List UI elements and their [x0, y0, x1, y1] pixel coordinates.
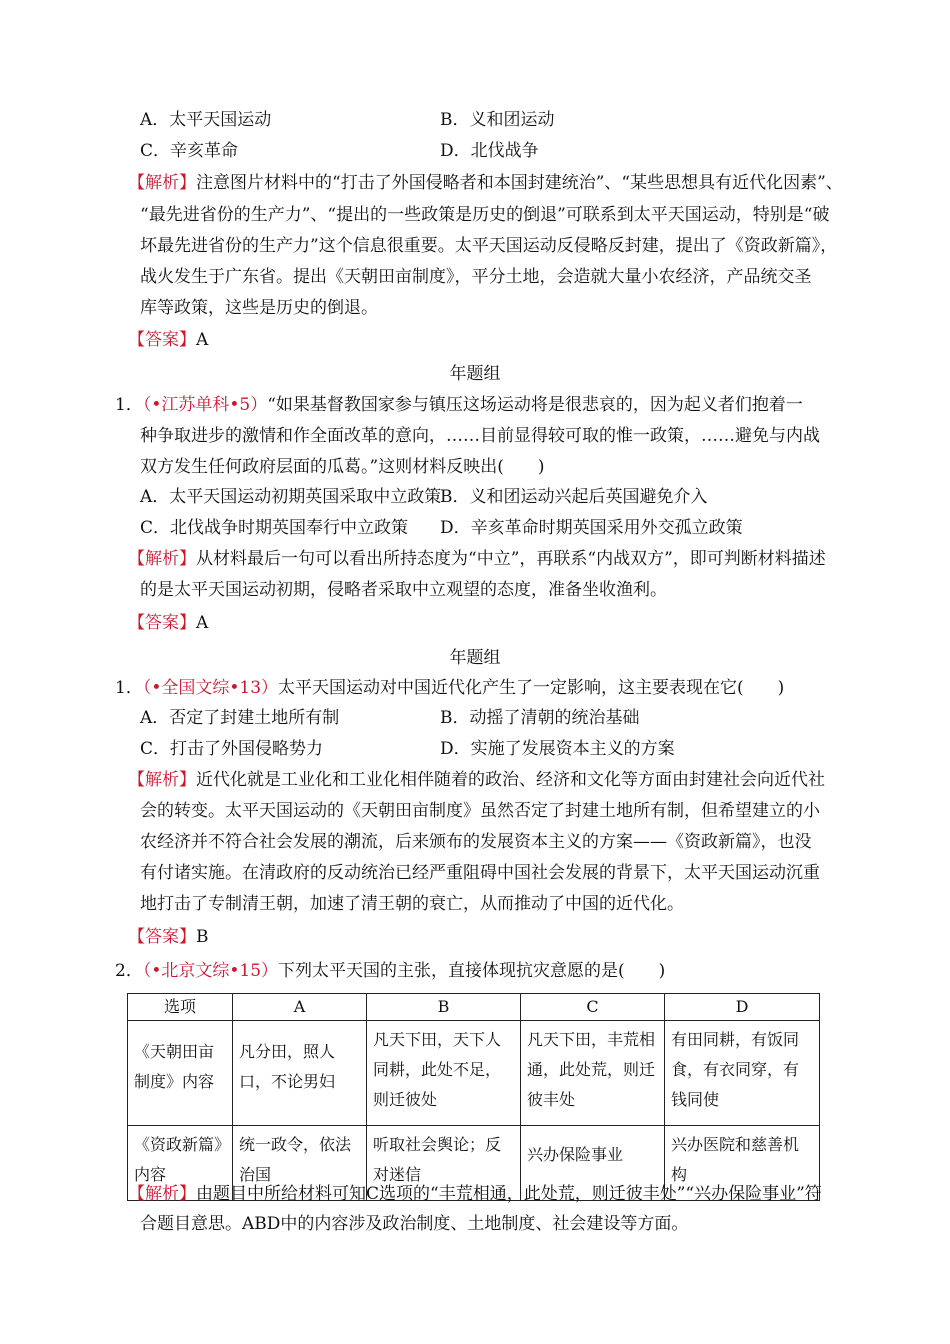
table-cell: 《天朝田亩制度》内容	[128, 1021, 233, 1126]
table-cell: 兴办保险事业	[521, 1126, 665, 1201]
analysis-text: 从材料最后一句可以看出所持态度为“中立”，再联系“内战双方”，即可判断材料描述	[196, 549, 826, 569]
answer-value: A	[196, 330, 209, 350]
analysis-line: 有付诸实施。在清政府的反动统治已经严重阻碍中国社会发展的背景下，太平天国运动沉重	[140, 863, 820, 883]
answer-tag: 【答案】	[128, 613, 196, 633]
option-b: B．义和团运动	[440, 110, 555, 130]
analysis-tag: 【解析】	[128, 549, 196, 569]
analysis-line	[128, 1182, 822, 1206]
question-number: 2．	[115, 961, 143, 981]
analysis-line: 农经济并不符合社会发展的潮流，后来颁布的发展资本主义的方案——《资政新篇》，也没	[140, 832, 812, 852]
question-stem	[115, 676, 784, 700]
analysis-line: 的是太平天国运动初期，侵略者采取中立观望的态度，准备坐收渔利。	[140, 580, 667, 600]
group-heading: 年题组	[449, 364, 501, 384]
option-d: D．辛亥革命时期英国采用外交孤立政策	[440, 518, 743, 538]
option-b: B．义和团运动兴起后英国避免介入	[440, 487, 708, 507]
option-d: D．实施了发展资本主义的方案	[440, 739, 675, 759]
stem-text: 下列太平天国的主张，直接体现抗灾意愿的是( )	[278, 961, 666, 981]
table-header-row	[128, 994, 820, 1021]
table-cell: 统一政令，依法治国	[233, 1126, 367, 1201]
stem-line: 双方发生任何政府层面的瓜葛。”这则材料反映出( )	[140, 457, 545, 477]
table-header: C	[521, 994, 665, 1021]
answer-tag: 【答案】	[128, 330, 196, 350]
analysis-tag: 【解析】	[128, 770, 196, 790]
table-header: 选项	[128, 994, 233, 1021]
option-b: B．动摇了清朝的统治基础	[440, 708, 640, 728]
group-heading: 年题组	[449, 648, 501, 668]
analysis-text: 注意图片材料中的“打击了外国侵略者和本国封建统治”、“某些思想具有近代化因素”、	[196, 173, 843, 193]
table-cell: 凡天下田，丰荒相通，此处荒，则迁彼丰处	[521, 1021, 665, 1126]
analysis-line: 合题目意思。ABD中的内容涉及政治制度、土地制度、社会建设等方面。	[140, 1214, 689, 1234]
table-header: D	[665, 994, 820, 1021]
table-cell: 听取社会舆论；反对迷信	[367, 1126, 521, 1201]
question-stem	[115, 393, 803, 417]
table-row	[128, 1021, 820, 1126]
stem-line: 种争取进步的激情和作全面改革的意向，……目前显得较可取的惟一政策，……避免与内战	[140, 426, 820, 446]
analysis-line: 库等政策，这些是历史的倒退。	[140, 298, 378, 318]
analysis-line: “最先进省份的生产力”、“提出的一些政策是历史的倒退”可联系到太平天国运动，特别是“破	[140, 205, 830, 225]
analysis-line: 战火发生于广东省。提出《天朝田亩制度》，平分土地，会造就大量小农经济，产品统交圣	[140, 267, 812, 287]
option-c: C．北伐战争时期英国奉行中立政策	[140, 518, 409, 538]
analysis-text: 由题目中所给材料可知C选项的“丰荒相通，此处荒，则迁彼丰处”“兴办保险事业”符	[196, 1184, 822, 1204]
question-source: （•全国文综•13）	[142, 678, 279, 698]
stem-text: “如果基督教国家参与镇压这场运动将是很悲哀的，因为起义者们抱着一	[267, 395, 803, 415]
table-cell: 有田同耕，有饭同食，有衣同穿，有钱同使	[665, 1021, 820, 1126]
option-a: A．太平天国运动初期英国采取中立政策	[140, 487, 442, 507]
table-cell: 《资政新篇》内容	[128, 1126, 233, 1201]
analysis-line	[128, 768, 825, 792]
answer-line	[128, 611, 208, 635]
table-header: A	[233, 994, 367, 1021]
question-source: （•北京文综•15）	[142, 961, 279, 981]
question-number: 1．	[115, 395, 143, 415]
options-table	[127, 993, 820, 1201]
table-cell: 凡分田，照人口，不论男妇	[233, 1021, 367, 1126]
table-cell: 兴办医院和慈善机构	[665, 1126, 820, 1201]
answer-line	[128, 328, 208, 352]
table-header: B	[367, 994, 521, 1021]
question-stem	[115, 959, 665, 983]
analysis-line	[128, 171, 843, 195]
question-source: （•江苏单科•5）	[142, 395, 268, 415]
stem-text: 太平天国运动对中国近代化产生了一定影响，这主要表现在它( )	[278, 678, 785, 698]
answer-value: B	[196, 927, 209, 947]
option-c: C．辛亥革命	[140, 141, 239, 161]
answer-line	[128, 925, 209, 949]
analysis-line: 坏最先进省份的生产力”这个信息很重要。太平天国运动反侵略反封建，提出了《资政新篇》，	[140, 236, 838, 256]
analysis-tag: 【解析】	[128, 173, 196, 193]
option-c: C．打击了外国侵略势力	[140, 739, 324, 759]
option-a: A．否定了封建土地所有制	[140, 708, 340, 728]
analysis-text: 近代化就是工业化和工业化相伴随着的政治、经济和文化等方面由封建社会向近代社	[196, 770, 825, 790]
answer-tag: 【答案】	[128, 927, 196, 947]
analysis-line: 地打击了专制清王朝，加速了清王朝的衰亡，从而推动了中国的近代化。	[140, 894, 684, 914]
analysis-tag: 【解析】	[128, 1184, 196, 1204]
table-cell: 凡天下田，天下人同耕，此处不足，则迁彼处	[367, 1021, 521, 1126]
option-d: D．北伐战争	[440, 141, 539, 161]
option-a: A．太平天国运动	[140, 110, 272, 130]
analysis-line: 会的转变。太平天国运动的《天朝田亩制度》虽然否定了封建土地所有制，但希望建立的小	[140, 801, 820, 821]
answer-value: A	[196, 613, 209, 633]
question-number: 1．	[115, 678, 143, 698]
analysis-line	[128, 547, 826, 571]
